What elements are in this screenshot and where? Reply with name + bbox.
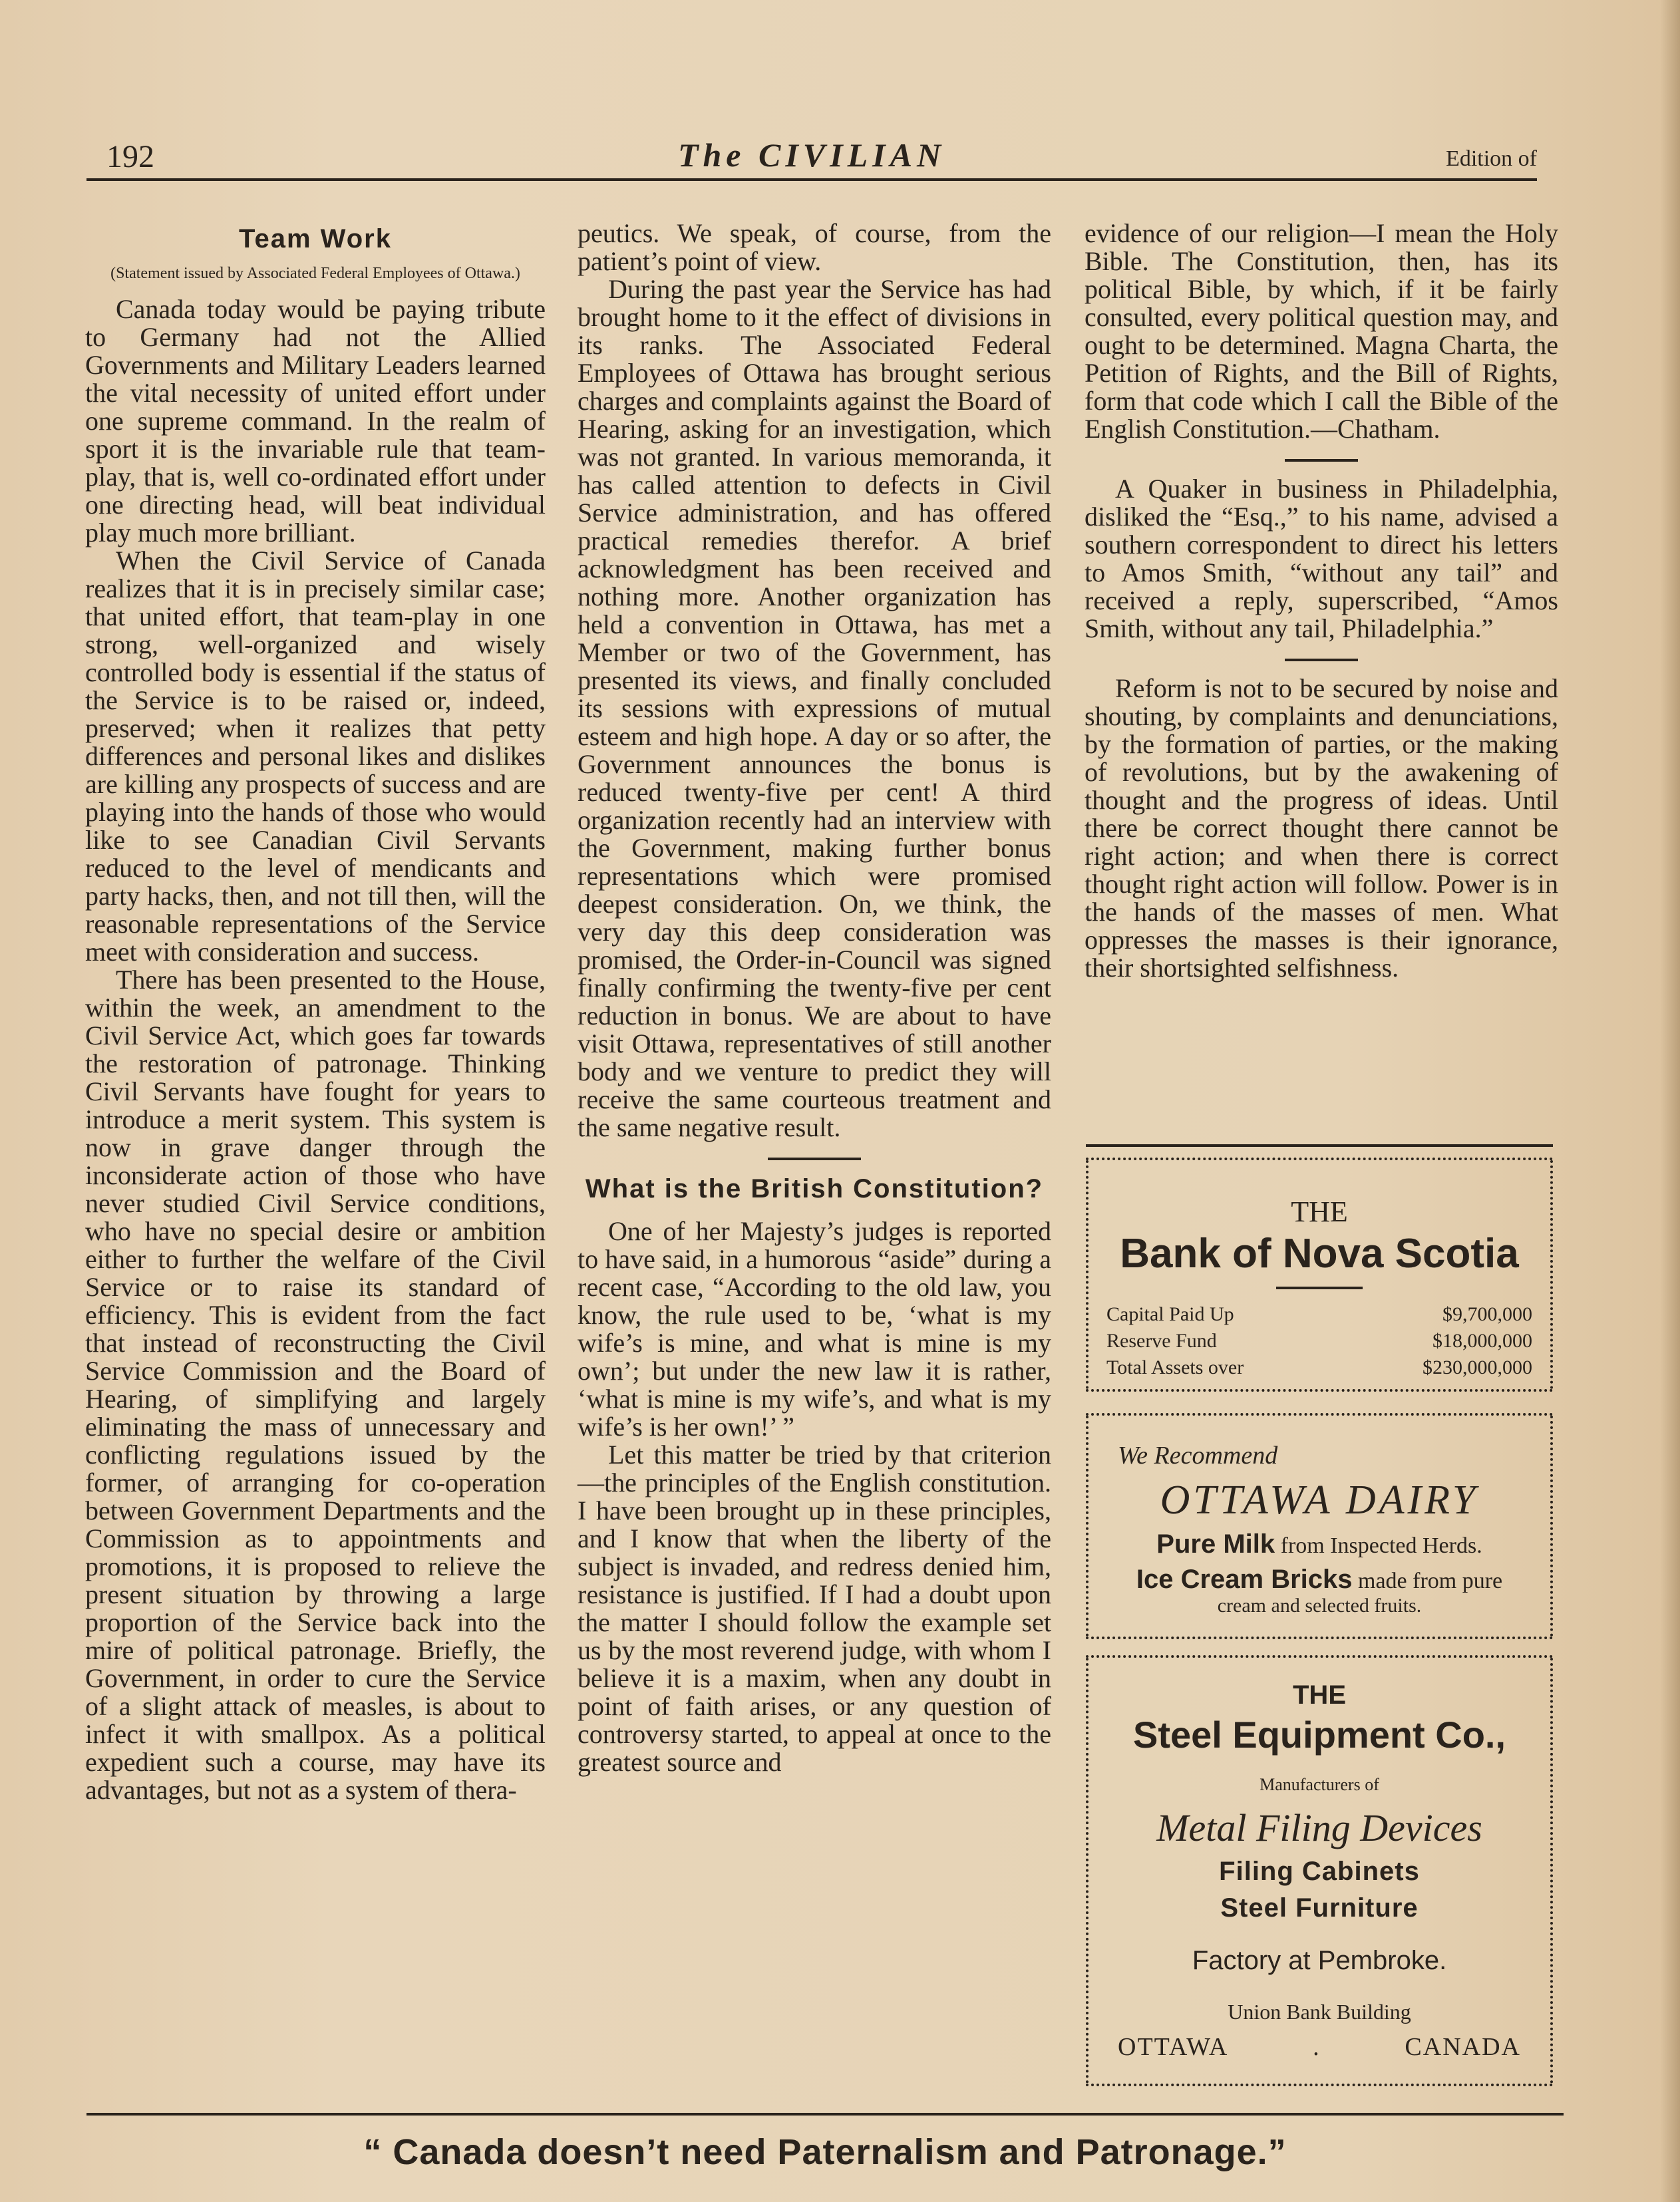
steel-city: OTTAWA <box>1118 2033 1229 2061</box>
steel-item-cabinets: Filing Cabinets <box>1219 1857 1420 1886</box>
section-divider <box>1285 659 1358 661</box>
ledger-label: Capital Paid Up <box>1106 1303 1234 1325</box>
bank-rule <box>1276 1287 1363 1289</box>
ads-top-rule <box>1086 1144 1553 1147</box>
constitution-paragraph: Let this matter be tried by that criterion—the principles of the English constitution. I have been brought up in these principles, and I know that when the liberty of the subject is invaded, and redress denied him, resistance is justified. If I had a doubt upon the matter I should follow the example set us by the most reverend judge, with whom I believe it is a maxim, when any doubt in point of faith arises, or any question of controversy started, to appeal at once to the greatest source and <box>578 1440 1051 1777</box>
steel-product: Metal Filing Devices <box>1156 1806 1482 1849</box>
team-work-paragraph: peutics. We speak, of course, from the patient’s point of view. <box>578 218 1051 276</box>
ledger-row <box>1106 1328 1532 1354</box>
quaker-paragraph: A Quaker in business in Philadelphia, disliked the “Esq.,” to his name, advised a southern correspondent to direct his letters to Amos Smith, “without any tail” and received a reply, superscribed, “Amos Smith, without any tail, Philadelphia.” <box>1085 474 1558 643</box>
ledger-value: $18,000,000 <box>1432 1330 1532 1352</box>
page-header <box>86 138 1537 178</box>
steel-address <box>1086 2032 1553 2062</box>
dairy-icecream-rest: made from pure <box>1352 1569 1503 1593</box>
reform-paragraph: Reform is not to be secured by noise and shouting, by complaints and denunciations, by the formation of parties, or the making of revolutions, but by the awakening of thought and the progress of ideas. Until there be correct thought there cannot be right action; and when there is correct thought right action will follow. Power is in the hands of the masses of men. What oppresses the masses is their ignorance, their shortsighted selfishness. <box>1085 673 1558 983</box>
constitution-paragraph: evidence of our religion—I mean the Holy Bible. The Constitution, then, has its political Bible, by which, if it be fairly consulted, every political question may, and ought to be determined. Magna Charta, the Petition of Rights, and the Bill of Rights, form that code which I call the Bible of the English Constitution.—Chatham. <box>1085 218 1558 444</box>
edition-label: Edition of <box>1446 146 1537 171</box>
steel-factory: Factory at Pembroke. <box>1192 1946 1447 1975</box>
team-work-paragraph: Canada today would be paying tribute to Germany had not the Allied Governments and Military Leaders learned the vital necessity of united effort under one supreme command. In the realm of sport it is the invariable rule that team-play, that is, well co-ordinated effort under one directing head, will beat individual play much more brilliant. <box>85 294 546 548</box>
steel-separator: . <box>1313 2033 1321 2061</box>
dairy-milk-rest: from Inspected Herds. <box>1275 1533 1482 1558</box>
dairy-line-icecream <box>1086 1565 1553 1595</box>
constitution-paragraph: One of her Majesty’s judges is reported to have said, in a humorous “aside” during a recent case, “According to the old law, you know, the rule used to be, ‘what is my wife’s is mine, and what is mine is my own’; but under the new law it is rather, ‘what is mine is my wife’s, and what is my wife’s is her own!’ ” <box>578 1216 1051 1442</box>
dairy-name: OTTAWA DAIRY <box>1160 1478 1479 1523</box>
dairy-icecream-bold: Ice Cream Bricks <box>1136 1565 1353 1594</box>
steel-item-furniture: Steel Furniture <box>1220 1893 1419 1923</box>
bank-ledger <box>1106 1301 1532 1381</box>
section-divider <box>1285 459 1358 462</box>
ledger-label: Reserve Fund <box>1106 1330 1217 1352</box>
ottawa-dairy-ad <box>1086 1413 1553 1639</box>
column-1 <box>85 220 546 1804</box>
page-number: 192 <box>106 139 154 174</box>
column-2 <box>578 220 1051 1776</box>
dairy-line-milk <box>1086 1529 1553 1559</box>
journal-title: The CIVILIAN <box>677 136 946 174</box>
dairy-recommend: We Recommend <box>1118 1442 1278 1470</box>
ledger-value: $9,700,000 <box>1442 1303 1532 1325</box>
dairy-milk-bold: Pure Milk <box>1156 1529 1275 1559</box>
steel-company-name: Steel Equipment Co., <box>1132 1714 1506 1756</box>
column-3 <box>1085 220 1558 982</box>
dairy-line-cream: cream and selected fruits. <box>1217 1595 1422 1617</box>
ledger-label: Total Assets over <box>1106 1356 1244 1378</box>
team-work-paragraph: When the Civil Service of Canada realizes that it is in precisely similar case; that united effort, that team-play in one strong, well-organized and wisely controlled body is essential if the status of the Service is to be raised or, indeed, preserved; when it realizes that petty differences and personal likes and dislikes are killing any prospects of success and are playing into the hands of those who would like to see Canadian Civil Servants reduced to the level of mendicants and party hacks, then, and not till then, will the reasonable representations of the Service meet with consideration and success. <box>85 546 546 967</box>
steel-building: Union Bank Building <box>1228 2000 1411 2024</box>
bank-name: Bank of Nova Scotia <box>1120 1231 1519 1277</box>
footer-rule <box>86 2113 1564 2116</box>
section-divider <box>768 1158 861 1160</box>
bank-of-nova-scotia-ad <box>1086 1158 1553 1392</box>
team-work-attribution: (Statement issued by Associated Federal Employees of Ottawa.) <box>110 265 520 282</box>
team-work-paragraph: During the past year the Service has had brought home to it the effect of divisions in its ranks. The Associated Federal Employees of Ottawa has brought serious charges and complaints against the Board of Hearing, asking for an investigation, which was not granted. In various memoranda, it has called attention to defects in Civil Service administration, and has offered practical remedies therefor. A brief acknowledgment has been received and nothing more. Another organization has held a convention in Ottawa, has met a Member or two of the Government, has presented its views, and finally concluded its sessions with expressions of mutual esteem and high hope. A day or so after, the Government announces the bonus is reduced twenty-five per cent! A third organization recently had an interview with the Government, making further bonus representations which were promised deepest consideration. On, we think, the very day this deep consideration was promised, the Order-in-Council was signed finally confirming the twenty-five per cent reduction in bonus. We are about to have visit Ottawa, representatives of still another body and we venture to predict they will receive the same courteous treatment and the same negative result. <box>578 274 1051 1142</box>
steel-country: CANADA <box>1405 2033 1521 2061</box>
ledger-row <box>1106 1354 1532 1381</box>
ledger-value: $230,000,000 <box>1423 1356 1532 1378</box>
page-fold-shadow <box>1660 0 1680 2202</box>
team-work-paragraph: There has been presented to the House, within the week, an amendment to the Civil Service Act, which goes far towards the restoration of patronage. Thinking Civil Servants have fought for years to introduce a merit system. This system is now in grave danger through the inconsiderate action of those who have never studied Civil Service conditions, who have no special desire or ambition either to further the welfare of the Civil Service or to raise its standard of efficiency. This is evident from the fact that instead of reconstructing the Civil Service Commission and the Board of Hearing, of simplifying and largely eliminating the mass of unnecessary and conflicting regulations issued by the former, of arranging for co-operation between Government Departments and the Commission as to appointments and promotions, it is proposed to relieve the present situation by throwing a large proportion of the Service back into the mire of political patronage. Briefly, the Government, in order to cure the Service of a slight attack of measles, is about to infect it with smallpox. As a political expedient such a course, may have its advantages, but not as a system of thera- <box>85 965 546 1805</box>
team-work-title: Team Work <box>239 224 392 253</box>
steel-equipment-ad <box>1086 1655 1553 2086</box>
steel-the-label: THE <box>1293 1680 1346 1710</box>
steel-manufacturers-label: Manufacturers of <box>1260 1775 1379 1794</box>
constitution-title: What is the British Constitution? <box>585 1174 1044 1203</box>
bank-the-label: THE <box>1291 1195 1348 1228</box>
ledger-row <box>1106 1301 1532 1328</box>
header-rule <box>86 178 1537 181</box>
footer-slogan: “ Canada doesn’t need Paternalism and Patronage.” <box>363 2132 1287 2172</box>
